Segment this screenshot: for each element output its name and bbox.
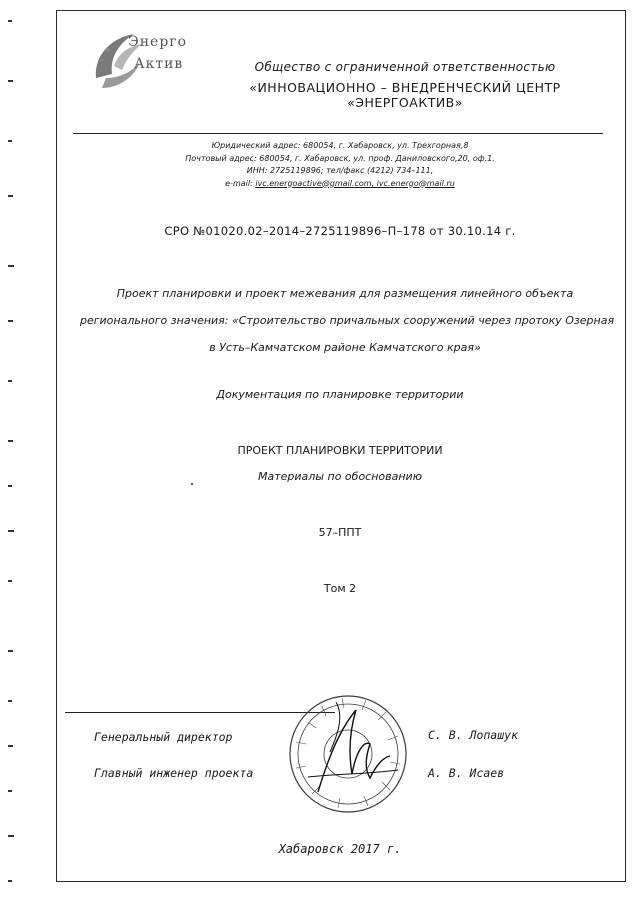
logo-word-top: Энерго <box>128 34 188 50</box>
organization-form: Общество с ограниченной ответственностью <box>254 60 556 74</box>
margin-binding-marks <box>0 0 30 905</box>
email-line <box>150 178 530 191</box>
project-title-line-2: регионального значения: «Строительство причальных сооружений через протоку Озерная <box>80 314 615 327</box>
volume-number: Том 2 <box>323 582 357 595</box>
legal-address: Юридический адрес: 680054, г. Хабаровск, ул. Трехгорная,8 <box>211 141 469 150</box>
signature-name-director: С. В. Лопашук <box>428 728 519 742</box>
documentation-type: Документация по планировке территории <box>216 388 464 401</box>
inn-phone: ИНН: 2725119896; тел/факс (4212) 734–111, <box>246 166 434 175</box>
section-subtitle: Материалы по обоснованию <box>258 470 422 483</box>
scan-dot <box>191 483 193 485</box>
postal-address: Почтовый адрес: 680054, г. Хабаровск, ул. проф. Даниловского,20, оф.1. <box>185 153 495 163</box>
signature-role-director: Генеральный директор <box>94 730 233 744</box>
signature-role-chief-engineer: Главный инженер проекта <box>94 766 254 780</box>
email-link[interactable]: ivc.energoactive@gmail.com, ivc.energo@mail.ru <box>255 178 455 188</box>
round-seal-stamp-icon <box>278 682 418 822</box>
place-and-year: Хабаровск 2017 г. <box>278 842 402 856</box>
logo-word-bottom: Актив <box>134 56 184 72</box>
signature-name-chief-engineer: А. В. Исаев <box>428 766 505 780</box>
email-label: e-mail: <box>225 178 256 188</box>
contact-block <box>150 140 530 190</box>
sro-registration: СРО №01020.02–2014–2725119896–П–178 от 30.10.14 г. <box>164 224 516 238</box>
project-title <box>80 280 615 361</box>
company-logo <box>88 26 218 98</box>
project-title-line-3: в Усть–Камчатском районе Камчатского края» <box>209 341 481 354</box>
project-title-line-1: Проект планировки и проект межевания для размещения линейного объекта <box>116 287 574 300</box>
section-title: ПРОЕКТ ПЛАНИРОВКИ ТЕРРИТОРИИ <box>237 444 443 457</box>
header-divider <box>73 133 603 134</box>
document-code: 57–ППТ <box>318 526 362 539</box>
organization-name: «ИННОВАЦИОННО – ВНЕДРЕНЧЕСКИЙ ЦЕНТР «ЭНЕРГОАКТИВ» <box>249 80 561 110</box>
